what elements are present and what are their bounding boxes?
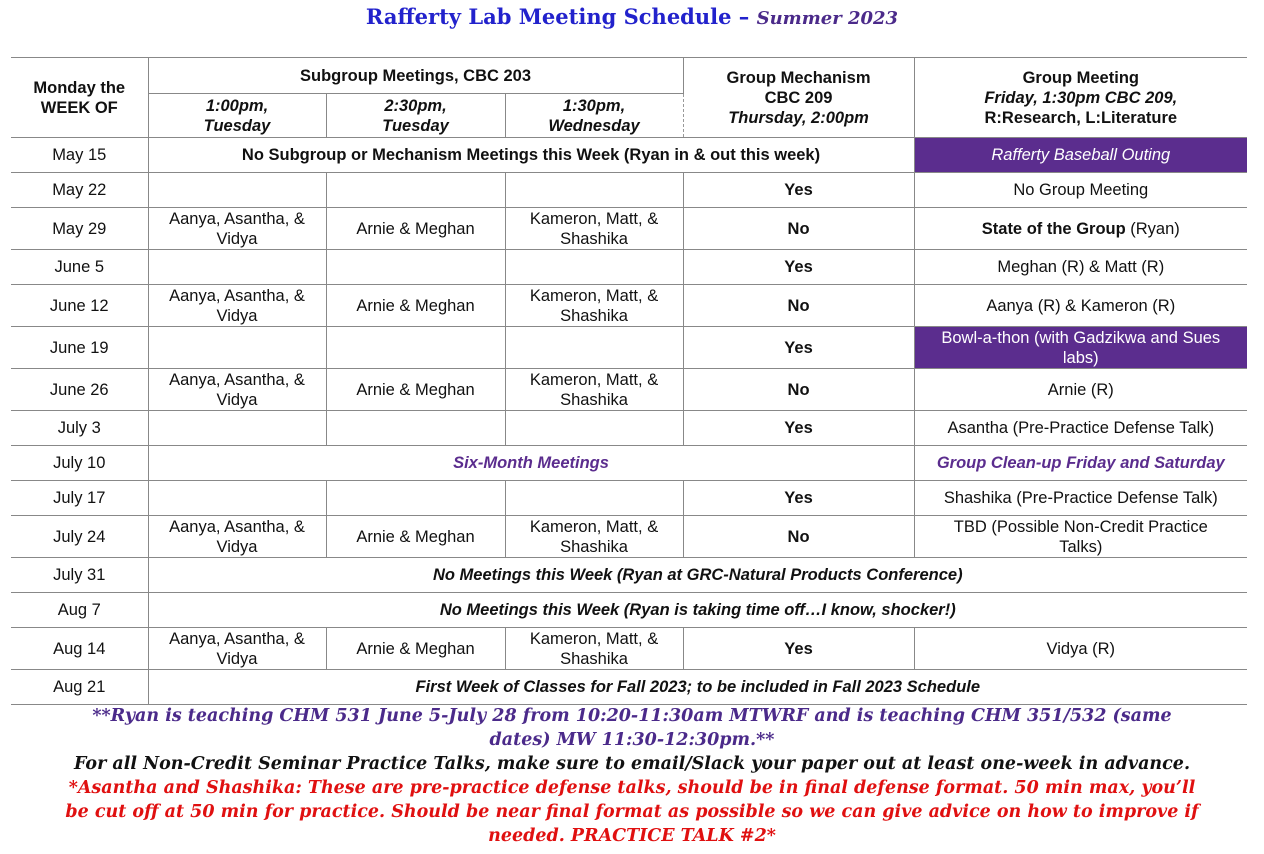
group-cell: Bowl-a-thon (with Gadzikwa and Sues labs) — [914, 327, 1247, 369]
table-row — [11, 369, 1247, 411]
mechanism-cell: Yes — [683, 628, 914, 670]
week-cell: June 26 — [11, 369, 148, 411]
note-defense-talks: *Asantha and Shashika: These are pre-practice defense talks, should be in final defense format. 50 min max, you’ll be cut off at 50 min for practice. Should be near final format as possible so we can give advice on how to improve if needed. PRACTICE TALK #2* — [65, 778, 1199, 846]
header-sub1: 1:00pm, Tuesday — [148, 94, 326, 138]
header-group-key: R:Research, L:Literature — [984, 108, 1178, 127]
subgroup2-cell: Arnie & Meghan — [326, 516, 505, 558]
group-cell: Meghan (R) & Matt (R) — [914, 250, 1247, 285]
subgroup3-cell — [505, 327, 683, 369]
mechanism-cell: No — [683, 516, 914, 558]
subgroup3-cell: Kameron, Matt, & Shashika — [505, 285, 683, 327]
schedule-table — [11, 57, 1247, 705]
group-cell: Group Clean-up Friday and Saturday — [914, 446, 1247, 481]
subgroup2-cell: Arnie & Meghan — [326, 628, 505, 670]
group-cell: Shashika (Pre-Practice Defense Talk) — [914, 481, 1247, 516]
subgroup1-cell: Aanya, Asantha, & Vidya — [148, 285, 326, 327]
group-cell: Vidya (R) — [914, 628, 1247, 670]
week-cell: July 3 — [11, 411, 148, 446]
week-cell: July 24 — [11, 516, 148, 558]
group-cell: Rafferty Baseball Outing — [914, 138, 1247, 173]
title-subtitle: Summer 2023 — [756, 8, 899, 29]
subgroup3-cell — [505, 173, 683, 208]
week-cell: July 31 — [11, 558, 148, 593]
header-group-time: Friday, 1:30pm CBC 209, — [984, 88, 1178, 107]
note-teaching: **Ryan is teaching CHM 531 June 5-July 28 from 10:20-11:30am MTWRF and is teaching CHM 351/532 (same dates) MW 11:30-12:30pm.** — [92, 706, 1172, 750]
mechanism-cell: Yes — [683, 250, 914, 285]
table-row — [11, 446, 1247, 481]
span-cell: No Meetings this Week (Ryan at GRC-Natural Products Conference) — [148, 558, 1247, 593]
group-cell: Aanya (R) & Kameron (R) — [914, 285, 1247, 327]
table-row — [11, 593, 1247, 628]
group-cell-rest: (Ryan) — [1125, 219, 1180, 238]
week-cell: June 19 — [11, 327, 148, 369]
span-cell: Six-Month Meetings — [148, 446, 914, 481]
group-cell: Asantha (Pre-Practice Defense Talk) — [914, 411, 1247, 446]
subgroup1-cell — [148, 327, 326, 369]
table-row — [11, 327, 1247, 369]
subgroup1-cell — [148, 481, 326, 516]
title-main: Rafferty Lab Meeting Schedule — [365, 4, 732, 29]
group-cell: Arnie (R) — [914, 369, 1247, 411]
subgroup2-cell — [326, 173, 505, 208]
mechanism-cell: Yes — [683, 481, 914, 516]
mechanism-cell: Yes — [683, 173, 914, 208]
header-week: Monday the WEEK OF — [11, 58, 148, 138]
table-row — [11, 481, 1247, 516]
subgroup3-cell: Kameron, Matt, & Shashika — [505, 628, 683, 670]
table-row — [11, 628, 1247, 670]
table-row — [11, 558, 1247, 593]
header-sub2: 2:30pm, Tuesday — [326, 94, 505, 138]
mechanism-cell: Yes — [683, 411, 914, 446]
subgroup3-cell — [505, 250, 683, 285]
table-row — [11, 208, 1247, 250]
table-row — [11, 173, 1247, 208]
week-cell: Aug 14 — [11, 628, 148, 670]
week-cell: Aug 21 — [11, 670, 148, 705]
subgroup1-cell: Aanya, Asantha, & Vidya — [148, 208, 326, 250]
subgroup3-cell: Kameron, Matt, & Shashika — [505, 208, 683, 250]
header-group-title: Group Meeting — [1022, 68, 1139, 87]
subgroup2-cell — [326, 250, 505, 285]
subgroup1-cell: Aanya, Asantha, & Vidya — [148, 369, 326, 411]
header-group-meeting — [914, 58, 1247, 138]
table-row — [11, 516, 1247, 558]
table-row — [11, 411, 1247, 446]
table-row — [11, 138, 1247, 173]
span-cell: No Subgroup or Mechanism Meetings this Week (Ryan in & out this week) — [148, 138, 914, 173]
group-cell: No Group Meeting — [914, 173, 1247, 208]
subgroup2-cell: Arnie & Meghan — [326, 208, 505, 250]
week-cell: July 17 — [11, 481, 148, 516]
table-row — [11, 285, 1247, 327]
mechanism-cell: No — [683, 369, 914, 411]
subgroup2-cell: Arnie & Meghan — [326, 285, 505, 327]
week-cell: May 22 — [11, 173, 148, 208]
subgroup1-cell — [148, 173, 326, 208]
subgroup2-cell — [326, 411, 505, 446]
group-cell: TBD (Possible Non-Credit Practice Talks) — [914, 516, 1247, 558]
header-subgroup: Subgroup Meetings, CBC 203 — [148, 58, 683, 94]
mechanism-cell: Yes — [683, 327, 914, 369]
header-mechanism — [683, 58, 914, 138]
title-dash: – — [731, 4, 757, 29]
week-cell: June 12 — [11, 285, 148, 327]
mechanism-cell: No — [683, 285, 914, 327]
footnotes — [0, 704, 1264, 848]
subgroup1-cell — [148, 250, 326, 285]
page-title — [0, 4, 1264, 29]
week-cell: June 5 — [11, 250, 148, 285]
span-cell: No Meetings this Week (Ryan is taking time off…I know, shocker!) — [148, 593, 1247, 628]
header-sub3: 1:30pm, Wednesday — [505, 94, 683, 138]
header-mechanism-time: Thursday, 2:00pm — [728, 108, 869, 127]
span-cell: First Week of Classes for Fall 2023; to be included in Fall 2023 Schedule — [148, 670, 1247, 705]
subgroup2-cell: Arnie & Meghan — [326, 369, 505, 411]
note-practice-talks: For all Non-Credit Seminar Practice Talks, make sure to email/Slack your paper out at least one-week in advance. — [73, 754, 1191, 774]
subgroup3-cell — [505, 411, 683, 446]
subgroup2-cell — [326, 327, 505, 369]
week-cell: May 29 — [11, 208, 148, 250]
table-row — [11, 670, 1247, 705]
group-cell — [914, 208, 1247, 250]
subgroup3-cell: Kameron, Matt, & Shashika — [505, 516, 683, 558]
week-cell: May 15 — [11, 138, 148, 173]
subgroup3-cell — [505, 481, 683, 516]
group-cell-bold: State of the Group — [981, 219, 1126, 238]
mechanism-cell: No — [683, 208, 914, 250]
week-cell: Aug 7 — [11, 593, 148, 628]
subgroup3-cell: Kameron, Matt, & Shashika — [505, 369, 683, 411]
table-row — [11, 250, 1247, 285]
week-cell: July 10 — [11, 446, 148, 481]
subgroup1-cell: Aanya, Asantha, & Vidya — [148, 516, 326, 558]
subgroup1-cell: Aanya, Asantha, & Vidya — [148, 628, 326, 670]
subgroup1-cell — [148, 411, 326, 446]
subgroup2-cell — [326, 481, 505, 516]
header-mechanism-title: Group Mechanism CBC 209 — [726, 68, 871, 107]
